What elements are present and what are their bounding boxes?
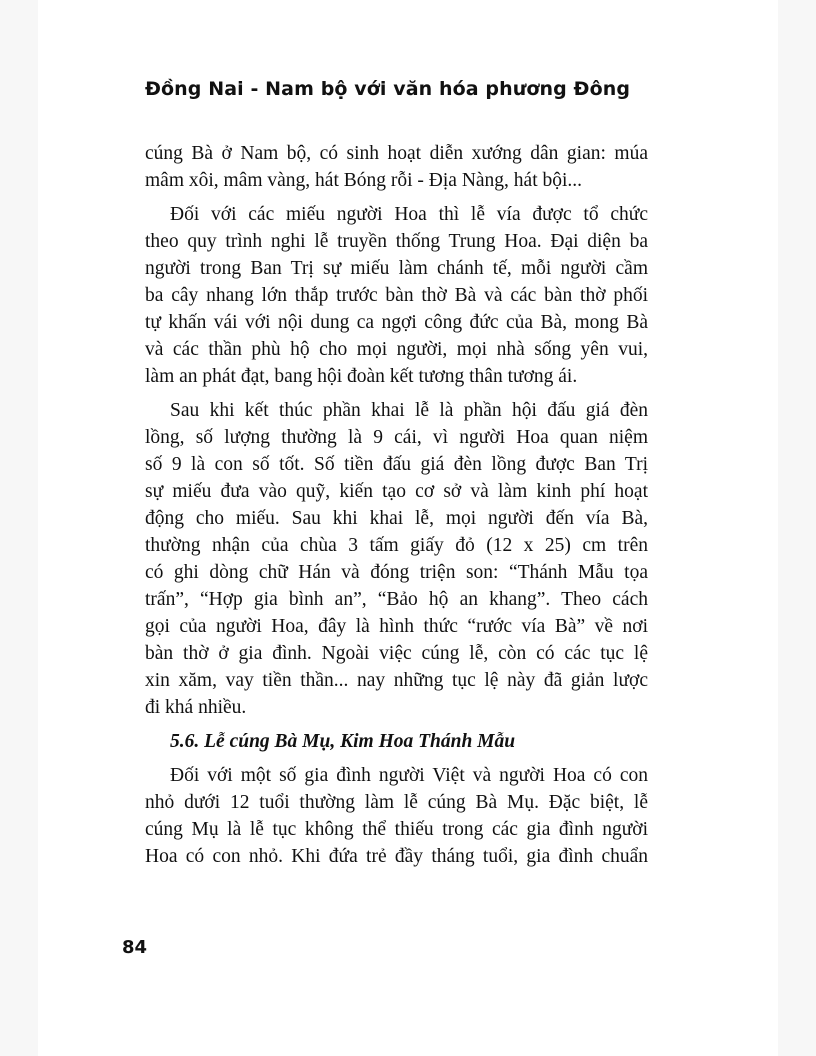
text-line: mâm xôi, mâm vàng, hát Bóng rỗi - Địa Nàng, hát bội... (145, 170, 583, 191)
body-text (145, 140, 648, 877)
text-line: và các thần phù hộ cho mọi người, mọi nhà sống yên vui, (145, 339, 648, 360)
page-number: 84 (122, 937, 148, 958)
text-line: ba cây nhang lớn thắp trước bàn thờ Bà và các bàn thờ phối (145, 285, 648, 306)
text-line: Hoa có con nhỏ. Khi đứa trẻ đầy tháng tuổi, gia đình chuẩn (145, 846, 648, 867)
text-line: lồng, số lượng thường là 9 cái, vì người Hoa quan niệm (145, 427, 648, 448)
text-line: theo quy trình nghi lễ truyền thống Trung Hoa. Đại diện ba (145, 231, 648, 252)
text-line: Đối với các miếu người Hoa thì lễ vía được tổ chức (170, 204, 648, 225)
scan-edge-right (778, 0, 816, 1056)
text-line: có ghi dòng chữ Hán và đóng triện son: “Thánh Mẫu tọa (145, 562, 648, 583)
text-line: Sau khi kết thúc phần khai lễ là phần hội đấu giá đèn (170, 400, 648, 421)
running-head: Đồng Nai - Nam bộ với văn hóa phương Đông (145, 78, 631, 100)
text-line: cúng Mụ là lễ tục không thể thiếu trong các gia đình người (145, 819, 648, 840)
section-heading: 5.6. Lễ cúng Bà Mụ, Kim Hoa Thánh Mẫu (170, 731, 516, 752)
paragraph (145, 397, 648, 721)
text-line: tự khấn vái với nội dung ca ngợi công đức của Bà, mong Bà (145, 312, 648, 333)
text-line: người trong Ban Trị sự miếu làm chánh tế, mỗi người cầm (145, 258, 648, 279)
text-line: xin xăm, vay tiền thần... nay những tục lệ này đã giản lược (145, 670, 648, 691)
text-line: trấn”, “Hợp gia bình an”, “Bảo hộ an khang”. Theo cách (145, 589, 648, 610)
paragraph (145, 140, 648, 194)
text-line: thường nhận của chùa 3 tấm giấy đỏ (12 x 25) cm trên (145, 535, 648, 556)
text-line: gọi của người Hoa, đây là hình thức “rước vía Bà” về nơi (145, 616, 648, 637)
text-line: cúng Bà ở Nam bộ, có sinh hoạt diễn xướng dân gian: múa (145, 143, 648, 164)
scan-edge-left (0, 0, 38, 1056)
text-line: bàn thờ ở gia đình. Ngoài việc cúng lễ, còn có các tục lệ (145, 643, 648, 664)
paragraph (145, 201, 648, 390)
paragraph (145, 762, 648, 870)
text-line: động cho miếu. Sau khi khai lễ, mọi người đến vía Bà, (145, 508, 648, 529)
text-line: đi khá nhiều. (145, 697, 247, 718)
text-line: nhỏ dưới 12 tuổi thường làm lễ cúng Bà Mụ. Đặc biệt, lễ (145, 792, 648, 813)
text-line: sự miếu đưa vào quỹ, kiến tạo cơ sở và làm kinh phí hoạt (145, 481, 648, 502)
text-line: số 9 là con số tốt. Số tiền đấu giá đèn lồng được Ban Trị (145, 454, 648, 475)
text-line: Đối với một số gia đình người Việt và người Hoa có con (170, 765, 648, 786)
text-line: làm an phát đạt, bang hội đoàn kết tương thân tương ái. (145, 366, 578, 387)
